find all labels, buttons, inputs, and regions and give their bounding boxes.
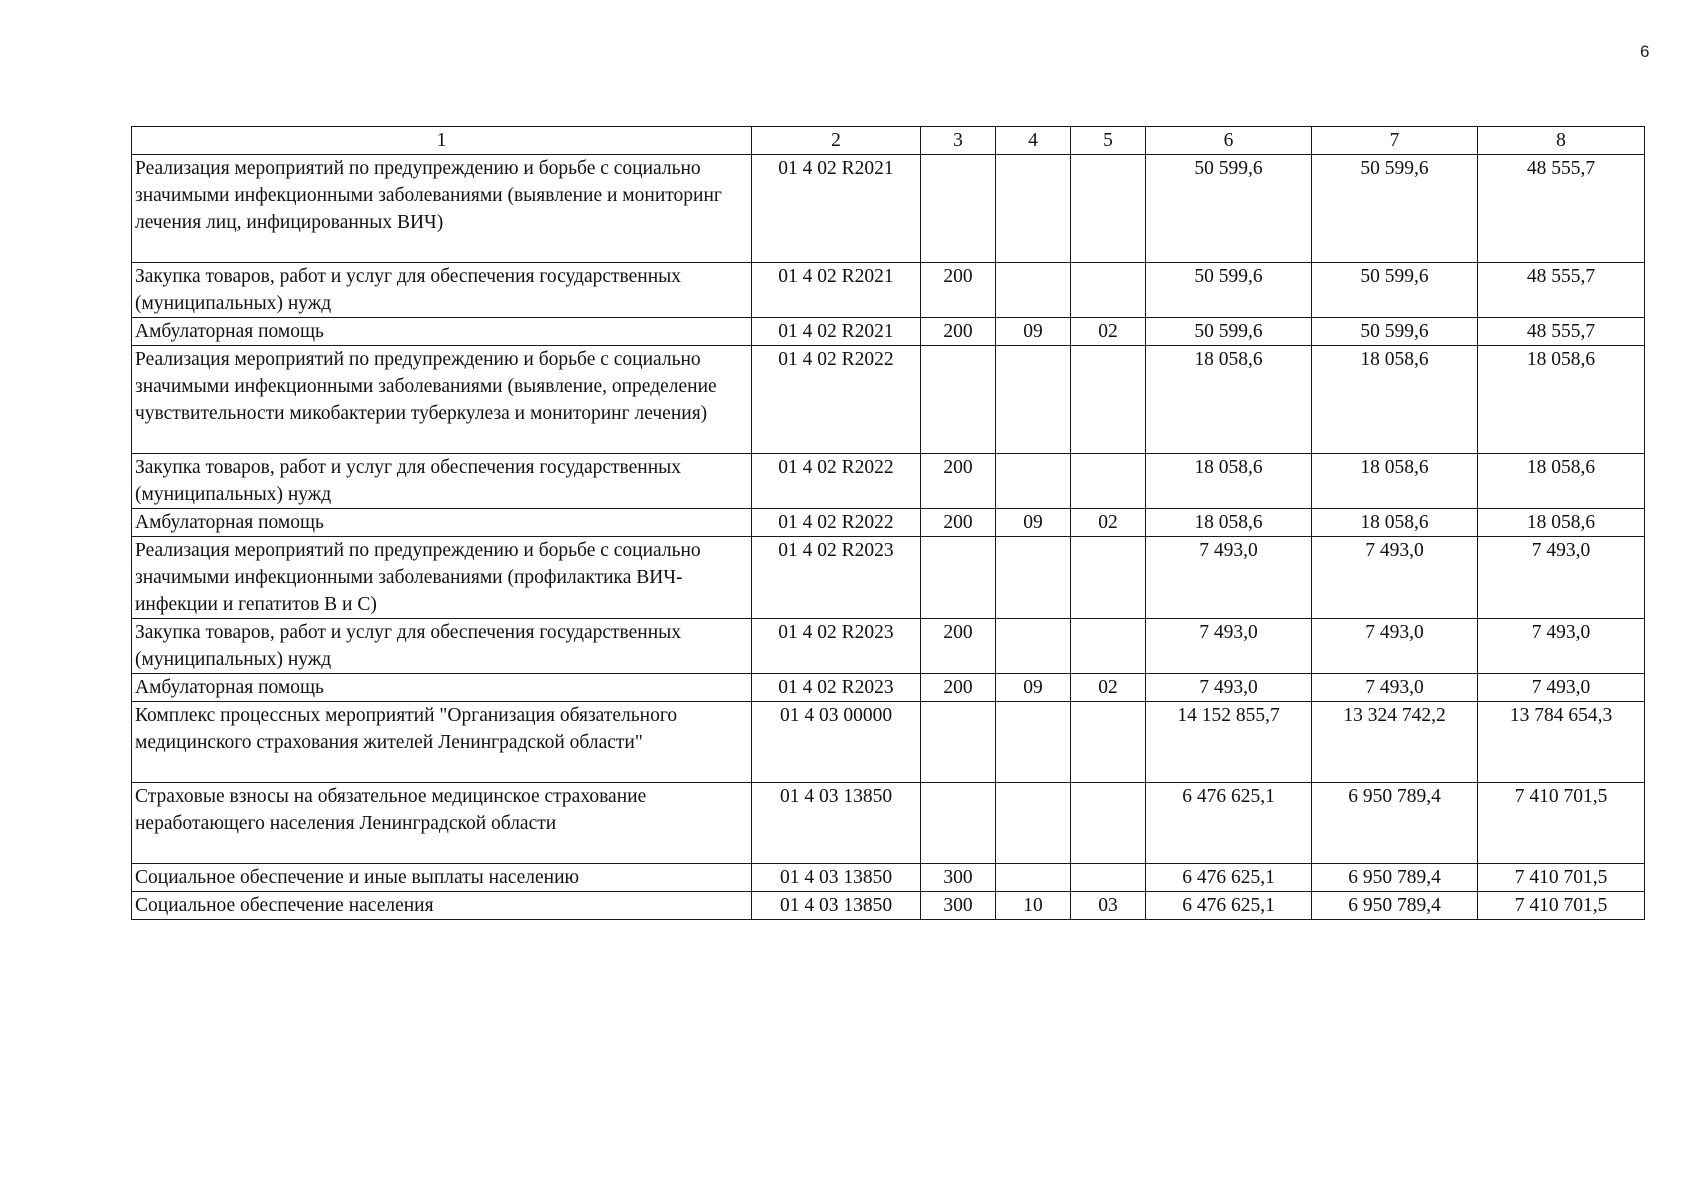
row-pr-cell [1071, 263, 1146, 318]
row-code-cell: 01 4 02 R2021 [752, 155, 921, 263]
row-value-7-cell: 18 058,6 [1312, 454, 1478, 509]
row-value-7-cell: 6 950 789,4 [1312, 892, 1478, 920]
row-value-6-cell: 18 058,6 [1146, 454, 1312, 509]
row-vr-cell [921, 702, 996, 783]
row-value-7-cell: 18 058,6 [1312, 346, 1478, 454]
row-code-cell: 01 4 03 00000 [752, 702, 921, 783]
row-vr-cell: 300 [921, 864, 996, 892]
table-row [132, 674, 1645, 702]
row-pr-cell [1071, 783, 1146, 864]
row-value-7-cell: 50 599,6 [1312, 155, 1478, 263]
row-pr-cell: 02 [1071, 318, 1146, 346]
row-value-6-cell: 14 152 855,7 [1146, 702, 1312, 783]
row-vr-cell: 200 [921, 509, 996, 537]
table-header-row [132, 127, 1645, 155]
row-code-cell: 01 4 02 R2022 [752, 346, 921, 454]
row-rz-cell: 10 [996, 892, 1071, 920]
row-code-cell: 01 4 02 R2023 [752, 674, 921, 702]
row-value-6-cell: 50 599,6 [1146, 263, 1312, 318]
row-vr-cell: 200 [921, 454, 996, 509]
row-value-8-cell: 18 058,6 [1478, 346, 1645, 454]
row-name-cell: Реализация мероприятий по предупреждению и борьбе с социально значимыми инфекционными заболеваниями (профилактика ВИЧ-инфекции и гепатитов В и С) [132, 537, 752, 619]
row-vr-cell: 300 [921, 892, 996, 920]
row-pr-cell [1071, 346, 1146, 454]
row-value-8-cell: 48 555,7 [1478, 263, 1645, 318]
table-body [132, 127, 1645, 920]
row-vr-cell: 200 [921, 674, 996, 702]
row-value-7-cell: 13 324 742,2 [1312, 702, 1478, 783]
row-value-8-cell: 48 555,7 [1478, 318, 1645, 346]
row-rz-cell [996, 346, 1071, 454]
row-rz-cell: 09 [996, 674, 1071, 702]
row-value-6-cell: 50 599,6 [1146, 155, 1312, 263]
row-value-6-cell: 6 476 625,1 [1146, 783, 1312, 864]
row-value-8-cell: 7 410 701,5 [1478, 892, 1645, 920]
table-row [132, 892, 1645, 920]
header-cell: 4 [996, 127, 1071, 155]
row-value-7-cell: 6 950 789,4 [1312, 864, 1478, 892]
row-value-6-cell: 50 599,6 [1146, 318, 1312, 346]
row-value-7-cell: 18 058,6 [1312, 509, 1478, 537]
table-row [132, 537, 1645, 619]
row-code-cell: 01 4 02 R2023 [752, 619, 921, 674]
row-name-cell: Страховые взносы на обязательное медицинское страхование неработающего населения Ленинградской области [132, 783, 752, 864]
table-row [132, 864, 1645, 892]
header-cell: 3 [921, 127, 996, 155]
row-value-7-cell: 7 493,0 [1312, 537, 1478, 619]
row-code-cell: 01 4 02 R2021 [752, 263, 921, 318]
row-value-6-cell: 7 493,0 [1146, 537, 1312, 619]
row-code-cell: 01 4 02 R2022 [752, 454, 921, 509]
row-name-cell: Амбулаторная помощь [132, 318, 752, 346]
row-code-cell: 01 4 02 R2022 [752, 509, 921, 537]
row-code-cell: 01 4 03 13850 [752, 892, 921, 920]
row-value-8-cell: 7 493,0 [1478, 619, 1645, 674]
row-value-6-cell: 18 058,6 [1146, 346, 1312, 454]
header-cell: 7 [1312, 127, 1478, 155]
row-value-8-cell: 48 555,7 [1478, 155, 1645, 263]
row-pr-cell: 02 [1071, 509, 1146, 537]
row-rz-cell: 09 [996, 509, 1071, 537]
row-rz-cell: 09 [996, 318, 1071, 346]
table-row [132, 509, 1645, 537]
row-value-6-cell: 7 493,0 [1146, 619, 1312, 674]
row-value-6-cell: 18 058,6 [1146, 509, 1312, 537]
row-code-cell: 01 4 03 13850 [752, 864, 921, 892]
row-rz-cell [996, 263, 1071, 318]
table-row [132, 702, 1645, 783]
row-pr-cell [1071, 864, 1146, 892]
row-value-7-cell: 7 493,0 [1312, 674, 1478, 702]
row-rz-cell [996, 454, 1071, 509]
row-rz-cell [996, 155, 1071, 263]
budget-table [131, 126, 1645, 920]
row-value-7-cell: 7 493,0 [1312, 619, 1478, 674]
row-code-cell: 01 4 03 13850 [752, 783, 921, 864]
row-name-cell: Реализация мероприятий по предупреждению и борьбе с социально значимыми инфекционными заболеваниями (выявление и мониторинг лечения лиц, инфицированных ВИЧ) [132, 155, 752, 263]
row-pr-cell: 02 [1071, 674, 1146, 702]
header-cell: 2 [752, 127, 921, 155]
row-name-cell: Амбулаторная помощь [132, 674, 752, 702]
row-name-cell: Комплекс процессных мероприятий "Организация обязательного медицинского страхования жителей Ленинградской области" [132, 702, 752, 783]
row-vr-cell [921, 537, 996, 619]
row-name-cell: Социальное обеспечение и иные выплаты населению [132, 864, 752, 892]
row-rz-cell [996, 864, 1071, 892]
row-value-8-cell: 7 493,0 [1478, 537, 1645, 619]
row-value-6-cell: 7 493,0 [1146, 674, 1312, 702]
row-vr-cell: 200 [921, 263, 996, 318]
row-value-6-cell: 6 476 625,1 [1146, 892, 1312, 920]
row-code-cell: 01 4 02 R2023 [752, 537, 921, 619]
header-cell: 6 [1146, 127, 1312, 155]
row-rz-cell [996, 702, 1071, 783]
header-cell: 5 [1071, 127, 1146, 155]
row-value-8-cell: 7 410 701,5 [1478, 864, 1645, 892]
row-rz-cell [996, 537, 1071, 619]
row-vr-cell [921, 783, 996, 864]
row-value-8-cell: 13 784 654,3 [1478, 702, 1645, 783]
row-pr-cell [1071, 702, 1146, 783]
row-name-cell: Амбулаторная помощь [132, 509, 752, 537]
table-row [132, 454, 1645, 509]
row-value-6-cell: 6 476 625,1 [1146, 864, 1312, 892]
row-value-8-cell: 7 493,0 [1478, 674, 1645, 702]
table-row [132, 155, 1645, 263]
row-value-7-cell: 50 599,6 [1312, 263, 1478, 318]
row-value-7-cell: 50 599,6 [1312, 318, 1478, 346]
row-pr-cell [1071, 619, 1146, 674]
row-rz-cell [996, 783, 1071, 864]
row-pr-cell [1071, 537, 1146, 619]
row-pr-cell [1071, 155, 1146, 263]
row-name-cell: Закупка товаров, работ и услуг для обеспечения государственных (муниципальных) нужд [132, 619, 752, 674]
row-vr-cell [921, 346, 996, 454]
row-name-cell: Закупка товаров, работ и услуг для обеспечения государственных (муниципальных) нужд [132, 263, 752, 318]
row-name-cell: Закупка товаров, работ и услуг для обеспечения государственных (муниципальных) нужд [132, 454, 752, 509]
page-number: 6 [1640, 42, 1650, 61]
table-row [132, 783, 1645, 864]
row-vr-cell [921, 155, 996, 263]
row-code-cell: 01 4 02 R2021 [752, 318, 921, 346]
row-value-8-cell: 7 410 701,5 [1478, 783, 1645, 864]
row-pr-cell: 03 [1071, 892, 1146, 920]
table-row [132, 318, 1645, 346]
row-name-cell: Социальное обеспечение населения [132, 892, 752, 920]
row-value-7-cell: 6 950 789,4 [1312, 783, 1478, 864]
table-row [132, 346, 1645, 454]
row-pr-cell [1071, 454, 1146, 509]
row-name-cell: Реализация мероприятий по предупреждению и борьбе с социально значимыми инфекционными заболеваниями (выявление, определение чувствительности микобактерии туберкулеза и мониторинг лечения) [132, 346, 752, 454]
row-rz-cell [996, 619, 1071, 674]
header-cell: 1 [132, 127, 752, 155]
row-value-8-cell: 18 058,6 [1478, 454, 1645, 509]
header-cell: 8 [1478, 127, 1645, 155]
row-value-8-cell: 18 058,6 [1478, 509, 1645, 537]
table-row [132, 619, 1645, 674]
table-row [132, 263, 1645, 318]
row-vr-cell: 200 [921, 619, 996, 674]
row-vr-cell: 200 [921, 318, 996, 346]
